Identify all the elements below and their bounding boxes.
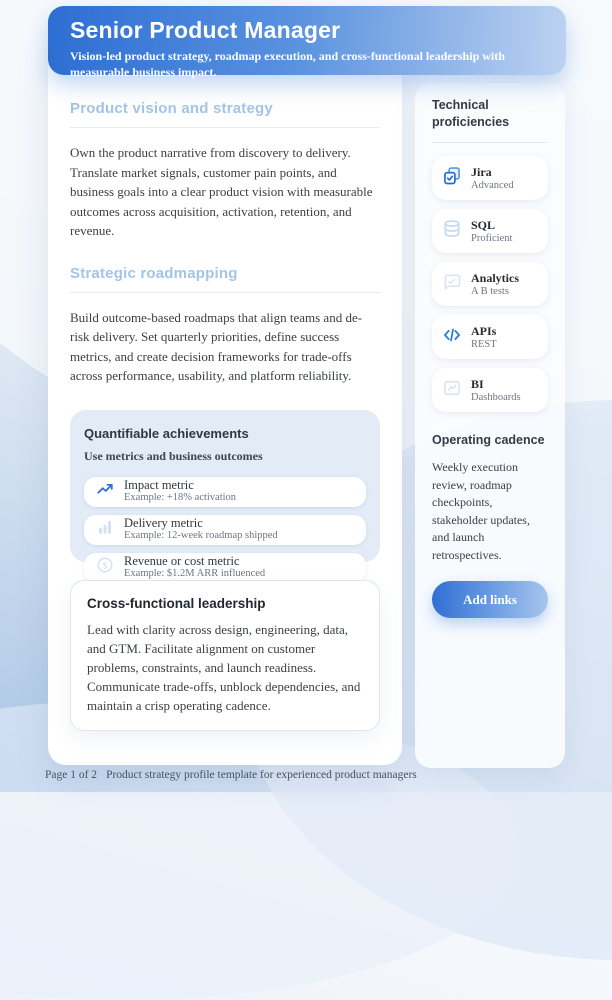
- skill-level: A B tests: [471, 285, 509, 297]
- sidebar-panel: [415, 83, 565, 768]
- skill-item-sql: [432, 209, 548, 253]
- cadence-heading: Operating cadence: [432, 433, 545, 447]
- skill-level: Proficient: [471, 232, 513, 244]
- metric-item-impact: [84, 477, 366, 507]
- skill-level: Dashboards: [471, 391, 521, 403]
- page-title: Senior Product Manager: [70, 17, 341, 43]
- cadence-body: Weekly execution review, roadmap checkpoints, stakeholder updates, and launch retrospectives.: [432, 460, 530, 562]
- chart-check-icon: [442, 272, 462, 297]
- skill-level: REST: [471, 338, 497, 350]
- section-heading-strategic-roadmapping: Strategic roadmapping: [70, 264, 238, 282]
- main-content-panel: [48, 36, 402, 765]
- section-divider: [70, 127, 380, 128]
- skill-item-analytics: [432, 262, 548, 306]
- skill-item-jira: [432, 156, 548, 200]
- add-links-button[interactable]: Add links: [432, 581, 548, 618]
- leadership-body: Lead with clarity across design, engineering, data, and GTM. Facilitate alignment on customer problems, constraints, and launch readiness. Communicate trade-offs, unblock dependencies, and maintain a crisp operating cadence.: [87, 621, 361, 713]
- section-body-product-vision: Own the product narrative from discovery to delivery. Translate market signals, customer pain points, and business goals into a clear product vision with measurable outcomes across acquisition, activation, retention, and revenue.: [70, 145, 373, 238]
- database-icon: [442, 219, 462, 244]
- skill-name: Analytics: [471, 270, 519, 285]
- leadership-title: Cross-functional leadership: [87, 595, 266, 611]
- footer-page-number: Page 1 of 2: [45, 769, 98, 781]
- metric-item-revenue: [84, 553, 366, 583]
- achievements-card: [70, 410, 380, 579]
- proficiencies-heading: Technical proficiencies: [432, 98, 510, 129]
- skill-item-apis: [432, 315, 548, 359]
- page-header: [48, 6, 566, 79]
- skill-name: SQL: [471, 217, 496, 232]
- bar-chart-icon: [96, 518, 114, 541]
- skill-name: BI: [471, 376, 484, 391]
- metric-title: Revenue or cost metric: [124, 554, 240, 568]
- skill-item-bi: [432, 368, 548, 412]
- skill-name: APIs: [471, 323, 497, 338]
- footer-description: Product strategy profile template for experienced product managers: [106, 769, 417, 781]
- achievements-title: Quantifiable achievements: [84, 425, 249, 441]
- achievements-subtitle: Use metrics and business outcomes: [84, 448, 263, 463]
- sidebar-divider: [432, 142, 548, 143]
- section-divider: [70, 292, 380, 293]
- clipboard-check-icon: [442, 166, 462, 191]
- metric-title: Delivery metric: [124, 516, 203, 530]
- section-body-strategic-roadmapping: Build outcome-based roadmaps that align teams and de-risk delivery. Set quarterly priorities, define success metrics, and create decision frameworks for trade-offs across performance, usability, and platform reliability.: [70, 309, 363, 383]
- metric-title: Impact metric: [124, 478, 194, 492]
- dashboard-icon: [442, 378, 462, 403]
- skill-level: Advanced: [471, 179, 514, 191]
- page-footer: [45, 769, 417, 781]
- trending-up-icon: [96, 480, 114, 503]
- dollar-circle-icon: [96, 556, 114, 579]
- section-heading-product-vision: Product vision and strategy: [70, 100, 273, 117]
- leadership-card: [70, 580, 380, 731]
- page-subtitle: Vision-led product strategy, roadmap execution, and cross-functional leadership with measurable business impact.: [70, 49, 505, 79]
- metric-item-delivery: [84, 515, 366, 545]
- metric-example: Example: +18% activation: [124, 492, 237, 503]
- code-icon: [442, 325, 462, 350]
- metric-example: Example: $1.2M ARR influenced: [124, 568, 266, 579]
- metric-example: Example: 12-week roadmap shipped: [124, 530, 278, 541]
- skill-name: Jira: [471, 164, 492, 179]
- svg-text:$: $: [102, 560, 108, 571]
